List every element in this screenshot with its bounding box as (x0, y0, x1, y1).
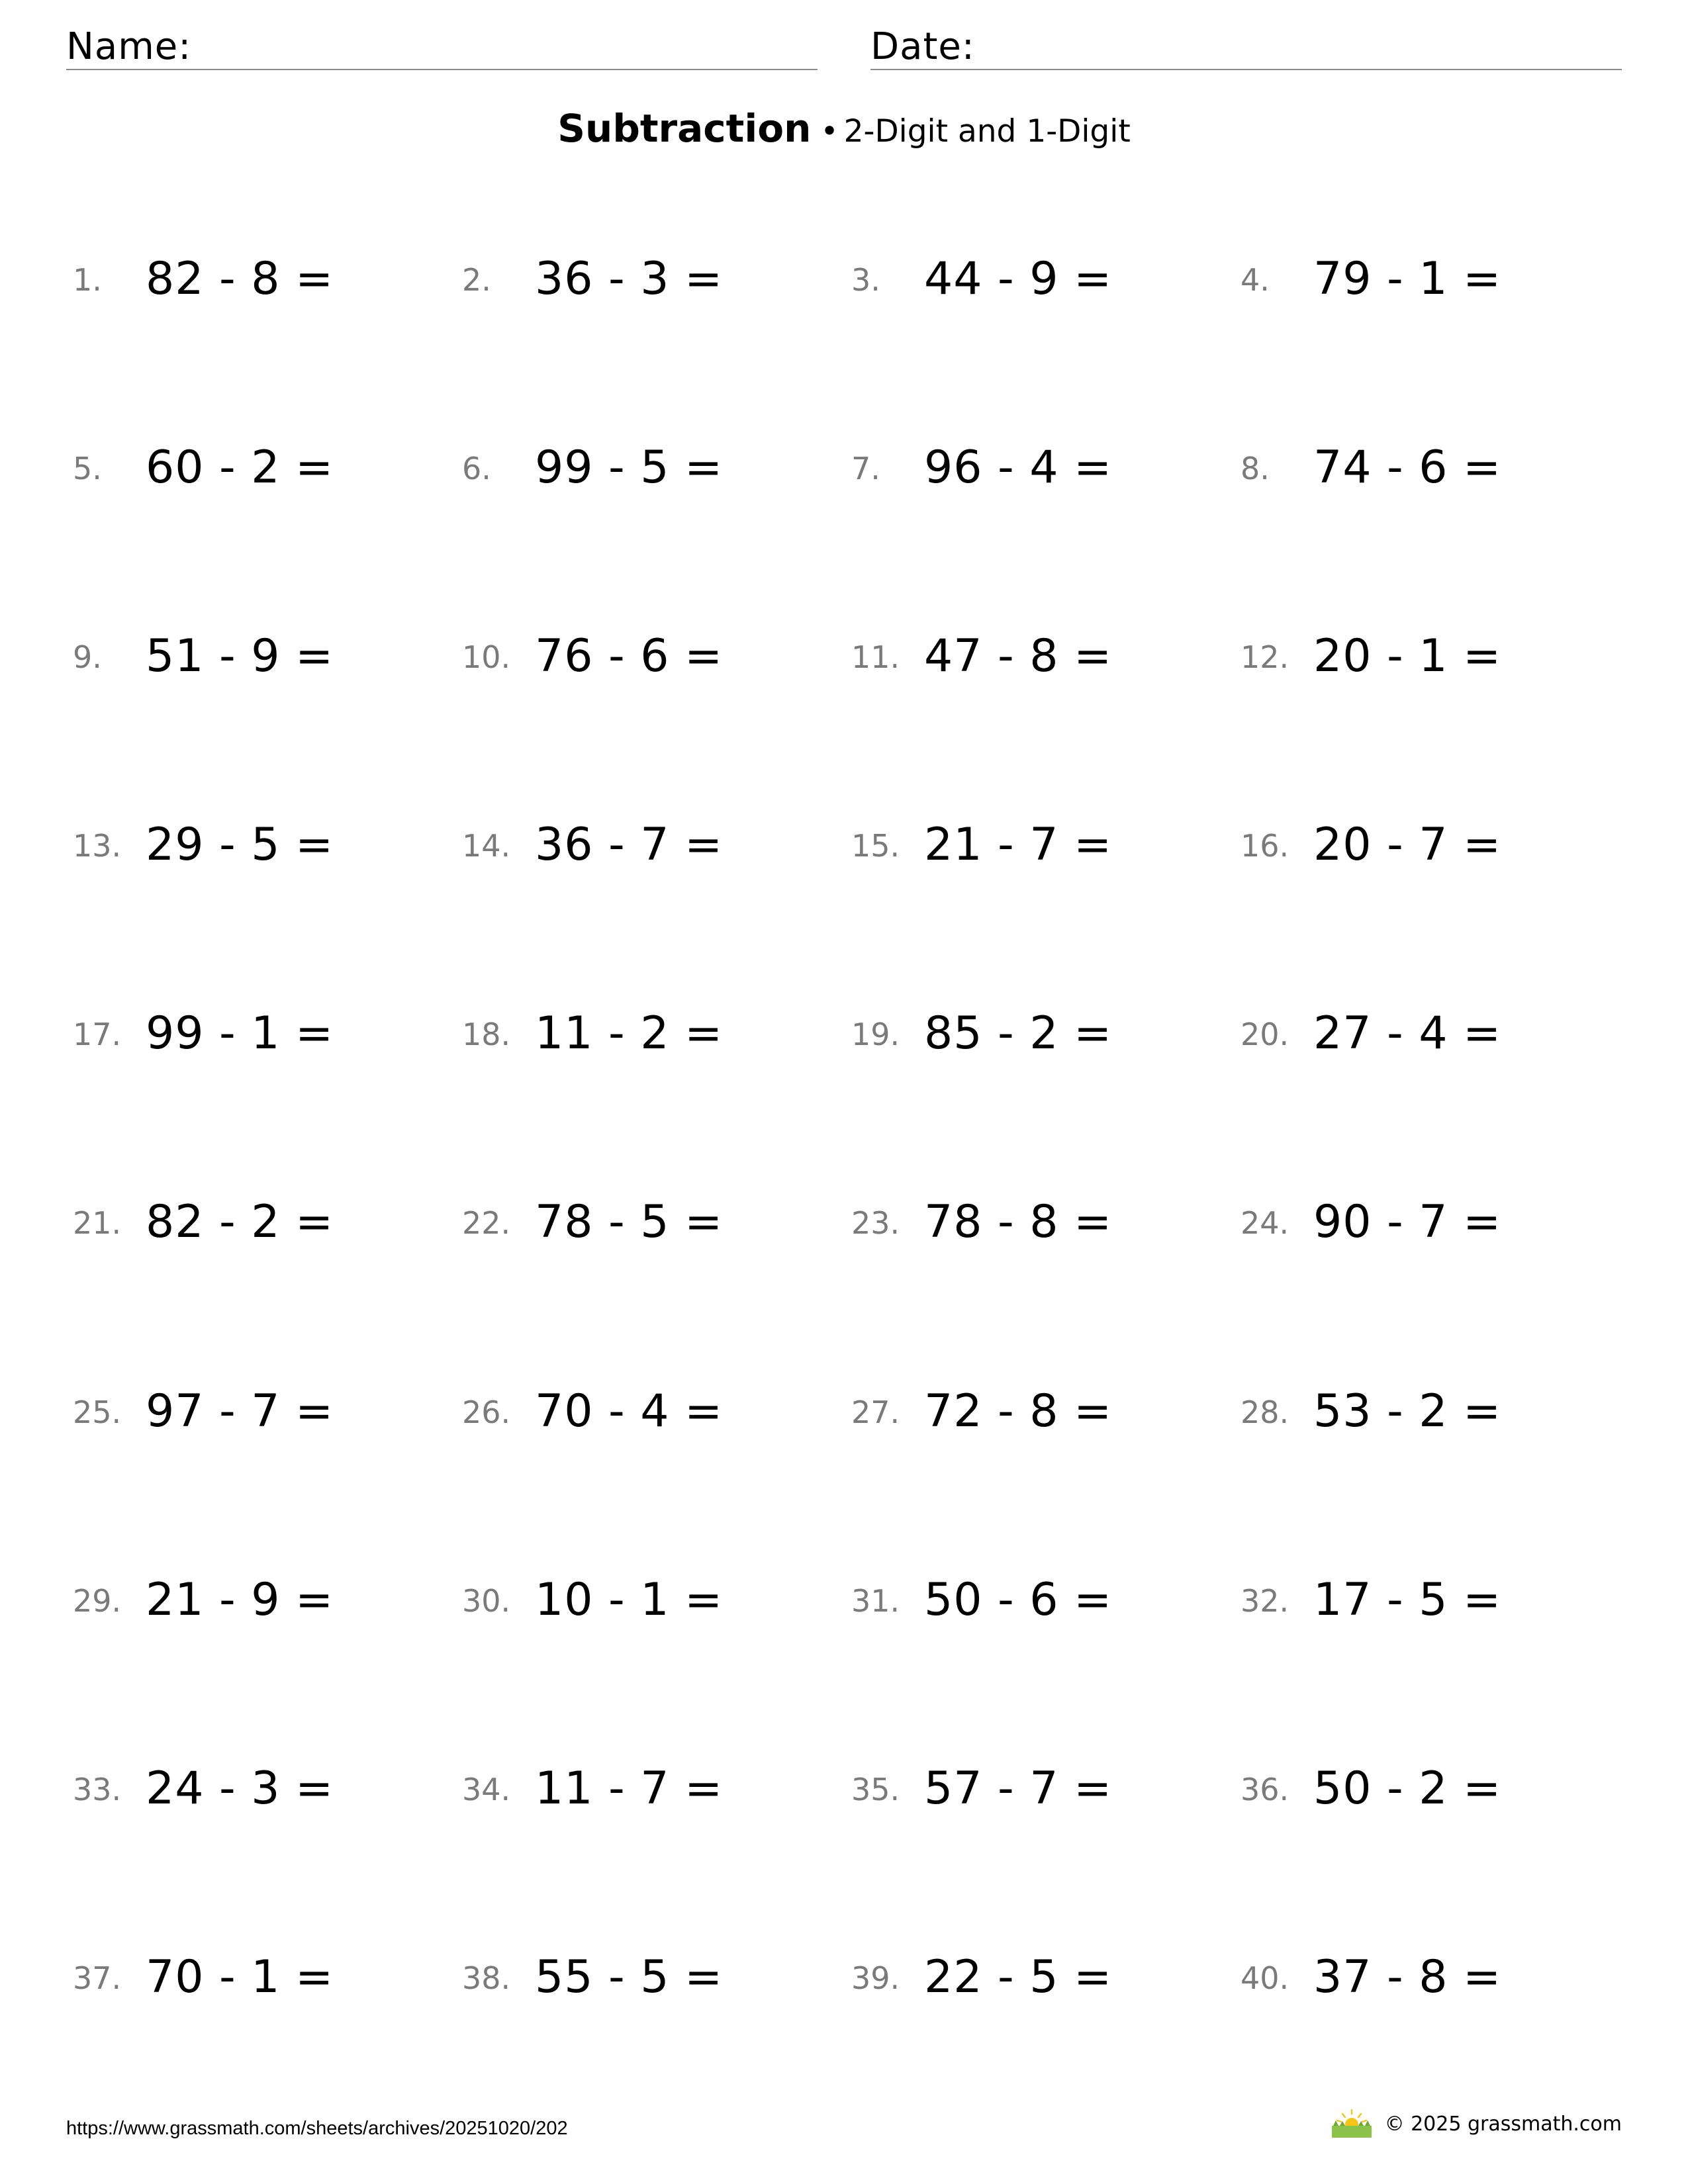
problem-number: 36. (1241, 1771, 1289, 1807)
problem-number: 8. (1241, 451, 1270, 487)
problem-number: 20. (1241, 1017, 1289, 1053)
problem-expression: 51 - 9 = (146, 630, 334, 683)
problem-number: 2. (462, 262, 491, 298)
problem-expression: 17 - 5 = (1313, 1573, 1502, 1626)
problem-item (1241, 1377, 1630, 1566)
problem-number: 17. (73, 1017, 122, 1053)
problem-expression: 36 - 3 = (535, 253, 724, 305)
problem-item (462, 1943, 851, 2132)
problem-number: 13. (73, 828, 122, 864)
problem-number: 38. (462, 1960, 511, 1996)
problem-expression: 29 - 5 = (146, 819, 334, 872)
problem-expression: 74 - 6 = (1313, 441, 1502, 494)
problem-item (1241, 1943, 1630, 2132)
problem-expression: 47 - 8 = (924, 630, 1113, 683)
title-separator: • (820, 113, 839, 149)
problem-number: 9. (73, 639, 102, 676)
problem-number: 31. (851, 1582, 900, 1619)
footer-brand (1331, 2109, 1622, 2139)
problem-number: 25. (73, 1394, 122, 1430)
problem-expression: 79 - 1 = (1313, 253, 1502, 305)
problem-expression: 96 - 4 = (924, 441, 1113, 494)
problem-number: 29. (73, 1582, 122, 1619)
problem-item (851, 1566, 1241, 1754)
name-field[interactable] (66, 25, 818, 70)
problem-number: 24. (1241, 1205, 1289, 1242)
problem-item (73, 1566, 462, 1754)
problem-expression: 82 - 8 = (146, 253, 334, 305)
problem-number: 37. (73, 1960, 122, 1996)
problem-expression: 99 - 1 = (146, 1007, 334, 1060)
problem-item (462, 1754, 851, 1943)
problem-number: 4. (1241, 262, 1270, 298)
problem-item (1241, 999, 1630, 1188)
date-field[interactable] (870, 25, 1622, 70)
problem-item (73, 999, 462, 1188)
problem-item (851, 622, 1241, 811)
problem-number: 5. (73, 451, 102, 487)
problem-expression: 10 - 1 = (535, 1573, 724, 1626)
problem-number: 11. (851, 639, 900, 676)
problem-item (462, 622, 851, 811)
problem-item (73, 1754, 462, 1943)
problem-item (73, 622, 462, 811)
problem-item (1241, 245, 1630, 433)
problem-item (1241, 433, 1630, 622)
problem-expression: 70 - 1 = (146, 1950, 334, 2003)
problem-expression: 53 - 2 = (1313, 1385, 1502, 1437)
problem-item (73, 1377, 462, 1566)
footer-copyright: © 2025 grassmath.com (1384, 2112, 1622, 2136)
problem-item (851, 999, 1241, 1188)
problem-expression: 22 - 5 = (924, 1950, 1113, 2003)
problem-item (851, 245, 1241, 433)
problem-expression: 76 - 6 = (535, 630, 724, 683)
problem-number: 32. (1241, 1582, 1289, 1619)
problem-item (851, 433, 1241, 622)
problem-expression: 55 - 5 = (535, 1950, 724, 2003)
problem-expression: 70 - 4 = (535, 1385, 724, 1437)
problem-expression: 21 - 7 = (924, 819, 1113, 872)
problem-item (73, 1188, 462, 1377)
problem-number: 18. (462, 1017, 511, 1053)
problem-expression: 72 - 8 = (924, 1385, 1113, 1437)
problem-item (462, 811, 851, 999)
problem-item (851, 1377, 1241, 1566)
problem-item (462, 1188, 851, 1377)
problem-expression: 85 - 2 = (924, 1007, 1113, 1060)
problem-number: 39. (851, 1960, 900, 1996)
problem-number: 19. (851, 1017, 900, 1053)
problem-number: 26. (462, 1394, 511, 1430)
grass-sun-logo-icon (1331, 2109, 1373, 2139)
problem-number: 23. (851, 1205, 900, 1242)
problem-item (851, 811, 1241, 999)
problem-item (462, 1566, 851, 1754)
problem-expression: 11 - 2 = (535, 1007, 724, 1060)
problem-number: 27. (851, 1394, 900, 1430)
problem-item (462, 433, 851, 622)
problem-expression: 21 - 9 = (146, 1573, 334, 1626)
problem-number: 30. (462, 1582, 511, 1619)
problem-number: 6. (462, 451, 491, 487)
problem-expression: 44 - 9 = (924, 253, 1113, 305)
title-main: Subtraction (557, 106, 812, 151)
problem-item (462, 999, 851, 1188)
problem-number: 33. (73, 1771, 122, 1807)
problem-expression: 90 - 7 = (1313, 1196, 1502, 1249)
problem-item (73, 1943, 462, 2132)
problem-expression: 20 - 1 = (1313, 630, 1502, 683)
problem-number: 34. (462, 1771, 511, 1807)
problem-expression: 78 - 8 = (924, 1196, 1113, 1249)
problem-expression: 11 - 7 = (535, 1762, 724, 1815)
problem-item (73, 245, 462, 433)
problem-item (462, 1377, 851, 1566)
problem-expression: 50 - 6 = (924, 1573, 1113, 1626)
problem-number: 21. (73, 1205, 122, 1242)
problem-number: 12. (1241, 639, 1289, 676)
problem-item (462, 245, 851, 433)
problem-number: 16. (1241, 828, 1289, 864)
problem-expression: 24 - 3 = (146, 1762, 334, 1815)
problem-item (1241, 1566, 1630, 1754)
problem-item (1241, 622, 1630, 811)
problem-number: 40. (1241, 1960, 1289, 1996)
title-subtitle: 2-Digit and 1-Digit (843, 113, 1131, 150)
problem-expression: 82 - 2 = (146, 1196, 334, 1249)
problem-number: 10. (462, 639, 511, 676)
problem-item (73, 811, 462, 999)
problem-item (1241, 811, 1630, 999)
problem-expression: 20 - 7 = (1313, 819, 1502, 872)
problem-number: 15. (851, 828, 900, 864)
problem-item (851, 1943, 1241, 2132)
problem-expression: 27 - 4 = (1313, 1007, 1502, 1060)
problem-grid (73, 245, 1622, 2138)
problem-number: 1. (73, 262, 102, 298)
problem-item (851, 1754, 1241, 1943)
problem-expression: 37 - 8 = (1313, 1950, 1502, 2003)
problem-expression: 57 - 7 = (924, 1762, 1113, 1815)
problem-number: 14. (462, 828, 511, 864)
problem-number: 7. (851, 451, 880, 487)
problem-expression: 97 - 7 = (146, 1385, 334, 1437)
date-label: Date: (870, 25, 975, 68)
problem-item (73, 433, 462, 622)
footer-url: https://www.grassmath.com/sheets/archives/20251020/202 (66, 2118, 568, 2139)
problem-item (1241, 1754, 1630, 1943)
worksheet-title (0, 106, 1688, 151)
name-label: Name: (66, 25, 192, 68)
problem-number: 35. (851, 1771, 900, 1807)
problem-expression: 50 - 2 = (1313, 1762, 1502, 1815)
problem-expression: 78 - 5 = (535, 1196, 724, 1249)
problem-expression: 36 - 7 = (535, 819, 724, 872)
problem-expression: 99 - 5 = (535, 441, 724, 494)
problem-number: 22. (462, 1205, 511, 1242)
problem-number: 3. (851, 262, 880, 298)
problem-item (851, 1188, 1241, 1377)
problem-number: 28. (1241, 1394, 1289, 1430)
problem-expression: 60 - 2 = (146, 441, 334, 494)
problem-item (1241, 1188, 1630, 1377)
